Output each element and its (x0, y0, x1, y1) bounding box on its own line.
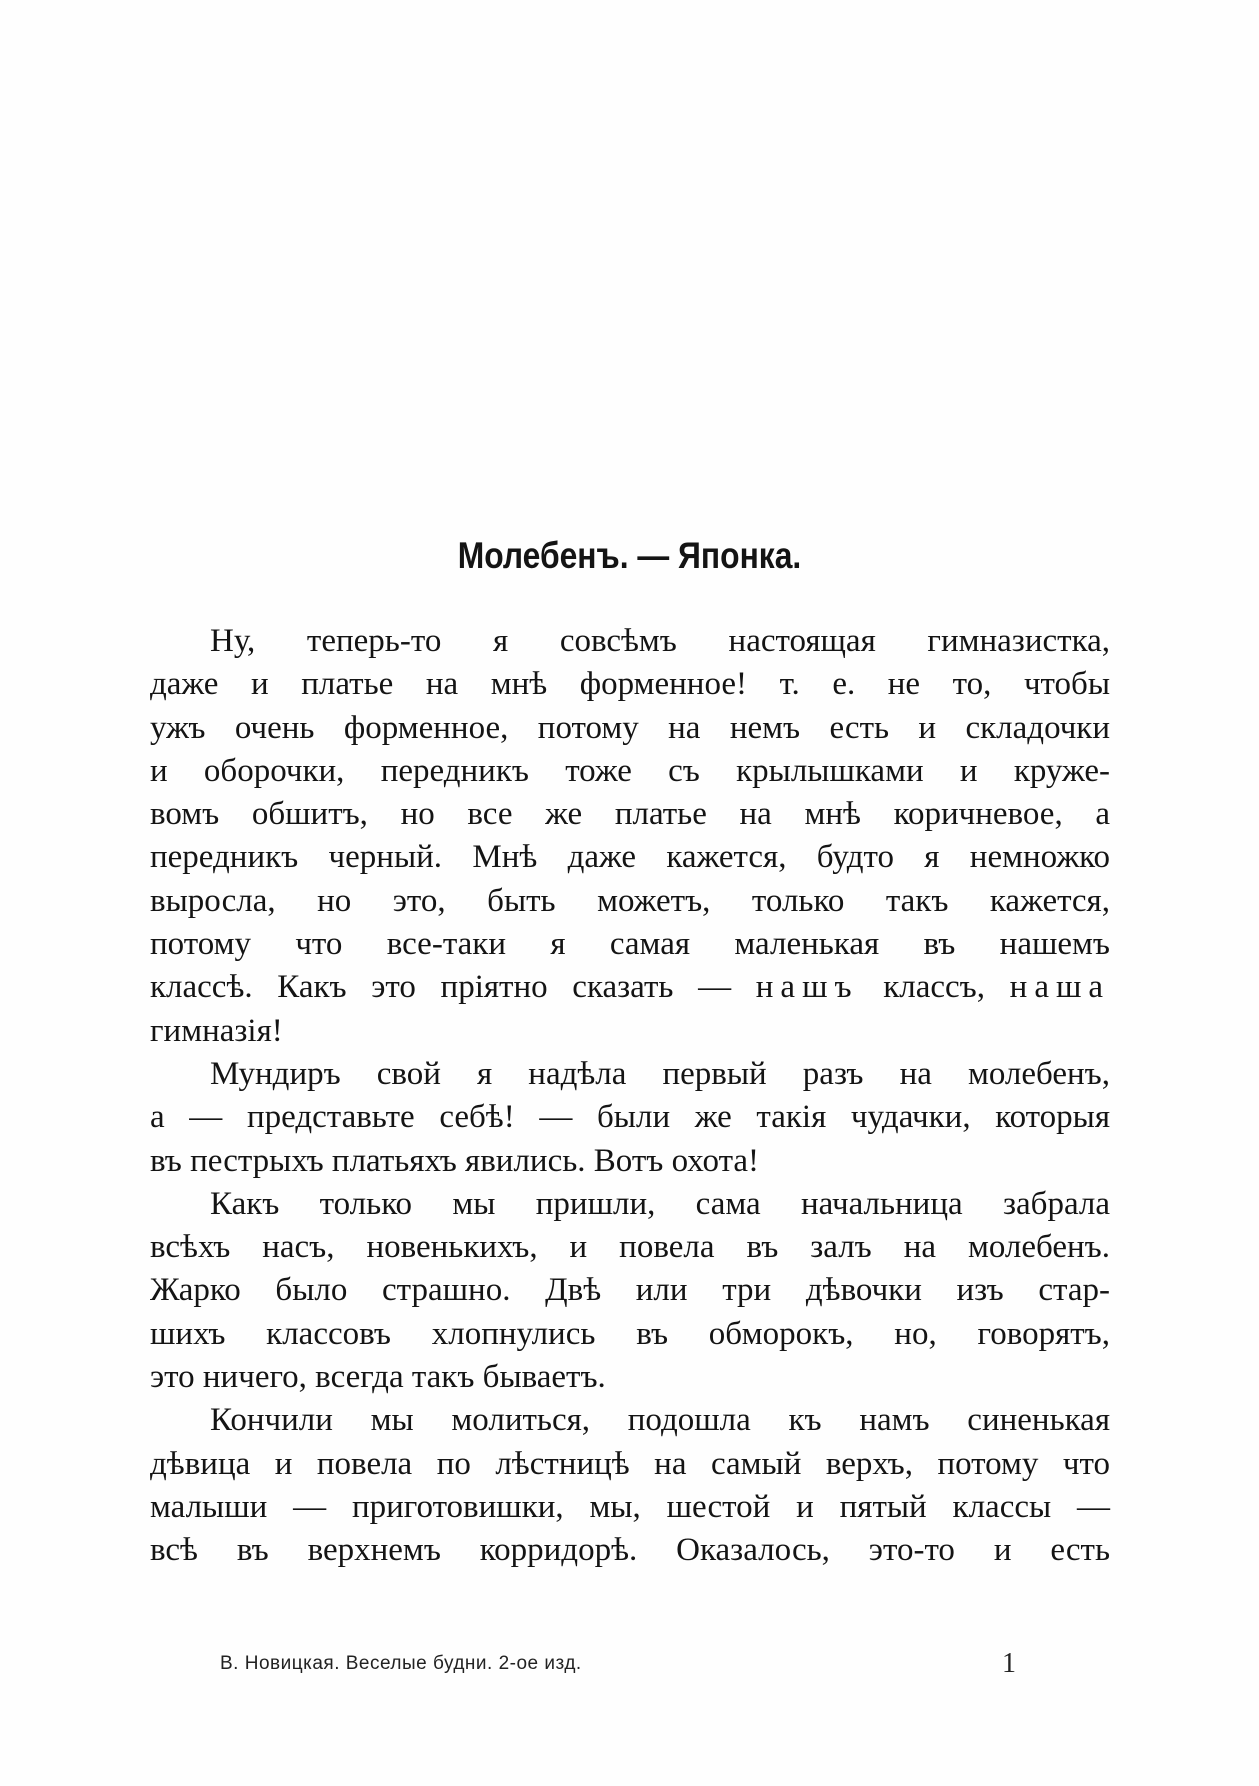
body-text (150, 620, 1110, 1573)
text-line: всѣхъ насъ, новенькихъ, и повела въ залъ на молебенъ. (150, 1229, 1110, 1266)
text-line: выросла, но это, быть можетъ, только такъ кажется, (150, 882, 1110, 919)
text-line: потому что все-таки я самая маленькая въ нашемъ (150, 926, 1110, 963)
text-line: даже и платье на мнѣ форменное! т. е. не то, чтобы (150, 666, 1110, 703)
spaced-emphasis: наша (1009, 969, 1111, 1006)
text-line: вомъ обшитъ, но все же платье на мнѣ коричневое, а (150, 796, 1110, 833)
text-line: передникъ черный. Мнѣ даже кажется, будто я немножко (150, 839, 1110, 876)
text-line-spaced (150, 966, 1110, 1009)
chapter-title: Молебенъ. — Японка. (457, 535, 802, 576)
footer-note: В. Новицкая. Веселые будни. 2-ое изд. (220, 1653, 582, 1674)
text-line: Жарко было страшно. Двѣ или три дѣвочки изъ стар- (150, 1272, 1110, 1309)
text-line: Ну, теперь-то я совсѣмъ настоящая гимназистка, (210, 623, 1110, 659)
page-number: 1 (1002, 1648, 1016, 1679)
text-fragment: классѣ. Какъ это прiятно сказать — (150, 969, 732, 1006)
text-line: Кончили мы молиться, подошла къ намъ синенькая (210, 1402, 1110, 1439)
text-line: Мундиръ свой я надѣла первый разъ на молебенъ, (210, 1055, 1110, 1092)
text-line: всѣ въ верхнемъ корридорѣ. Оказалось, это-то и есть (150, 1532, 1110, 1569)
text-line: это ничего, всегда такъ бываетъ. (150, 1359, 606, 1396)
text-line: шихъ классовъ хлопнулись въ обморокъ, но, говорятъ, (150, 1315, 1110, 1352)
text-line: малыши — приготовишки, мы, шестой и пятый классы — (150, 1488, 1110, 1525)
text-line: Какъ только мы пришли, сама начальница забрала (210, 1185, 1110, 1222)
text-line: дѣвица и повела по лѣстницѣ на самый верхъ, потому что (150, 1445, 1110, 1482)
text-line: гимназiя! (150, 1012, 283, 1049)
text-fragment: классъ, (883, 969, 985, 1006)
text-line: а — представьте себѣ! — были же такiя чудачки, которыя (150, 1099, 1110, 1136)
spaced-emphasis: нашъ (755, 969, 859, 1006)
text-line: въ пестрыхъ платьяхъ явились. Вотъ охота! (150, 1142, 760, 1179)
text-line: ужъ очень форменное, потому на немъ есть и складочки (150, 709, 1110, 746)
text-line: и оборочки, передникъ тоже съ крылышками и круже- (150, 752, 1110, 789)
